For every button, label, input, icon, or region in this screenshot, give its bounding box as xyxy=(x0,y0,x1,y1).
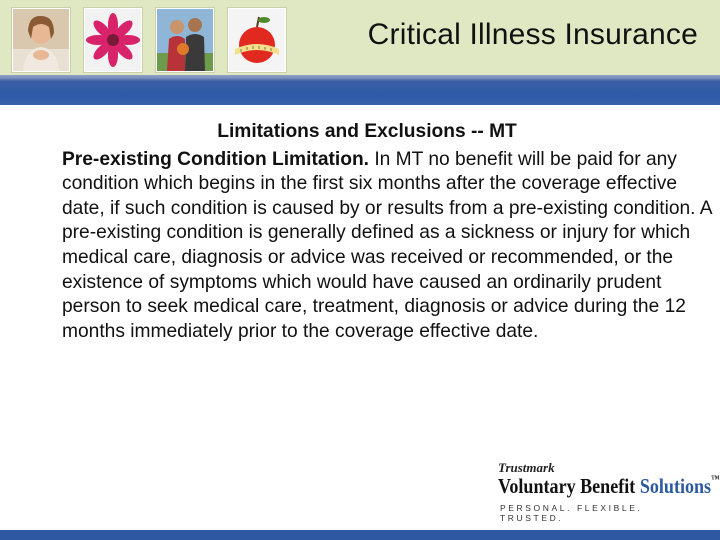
couple-photo xyxy=(156,8,214,72)
body-text: In MT no benefit will be paid for any condition which begins in the first six months after the coverage effective date, if such condition is caused by or results from a pre-existing condition. A pre-existing condition is generally defined as a sickness or injury for which medical care, diagnosis or advice was received or recommended, or the existence of symptoms which would have caused an ordinarily prudent person to seek medical care, treatment, diagnosis or advice during the 12 months immediately prior to the coverage effective date. xyxy=(62,148,712,342)
woman-photo xyxy=(12,8,70,72)
footer-blue-band xyxy=(0,530,720,540)
brand-name xyxy=(498,474,720,499)
body-paragraph xyxy=(62,148,712,345)
brand-logo xyxy=(498,460,720,523)
slide-content xyxy=(62,120,712,344)
company-name: Trustmark xyxy=(498,460,555,475)
trademark-mark: ™ xyxy=(711,474,720,485)
lead-bold-text: Pre-existing Condition Limitation. xyxy=(62,148,369,170)
brand-name-part2: Solutions xyxy=(639,474,712,498)
brand-name-part1: Voluntary Benefit xyxy=(498,474,640,498)
apple-measuring-tape-photo xyxy=(228,8,286,72)
section-heading: Limitations and Exclusions -- MT xyxy=(217,121,517,142)
header-blue-band xyxy=(0,75,720,105)
brand-tagline: PERSONAL. FLEXIBLE. TRUSTED. xyxy=(500,503,643,523)
page-title: Critical Illness Insurance xyxy=(367,18,698,51)
flower-photo xyxy=(84,8,142,72)
